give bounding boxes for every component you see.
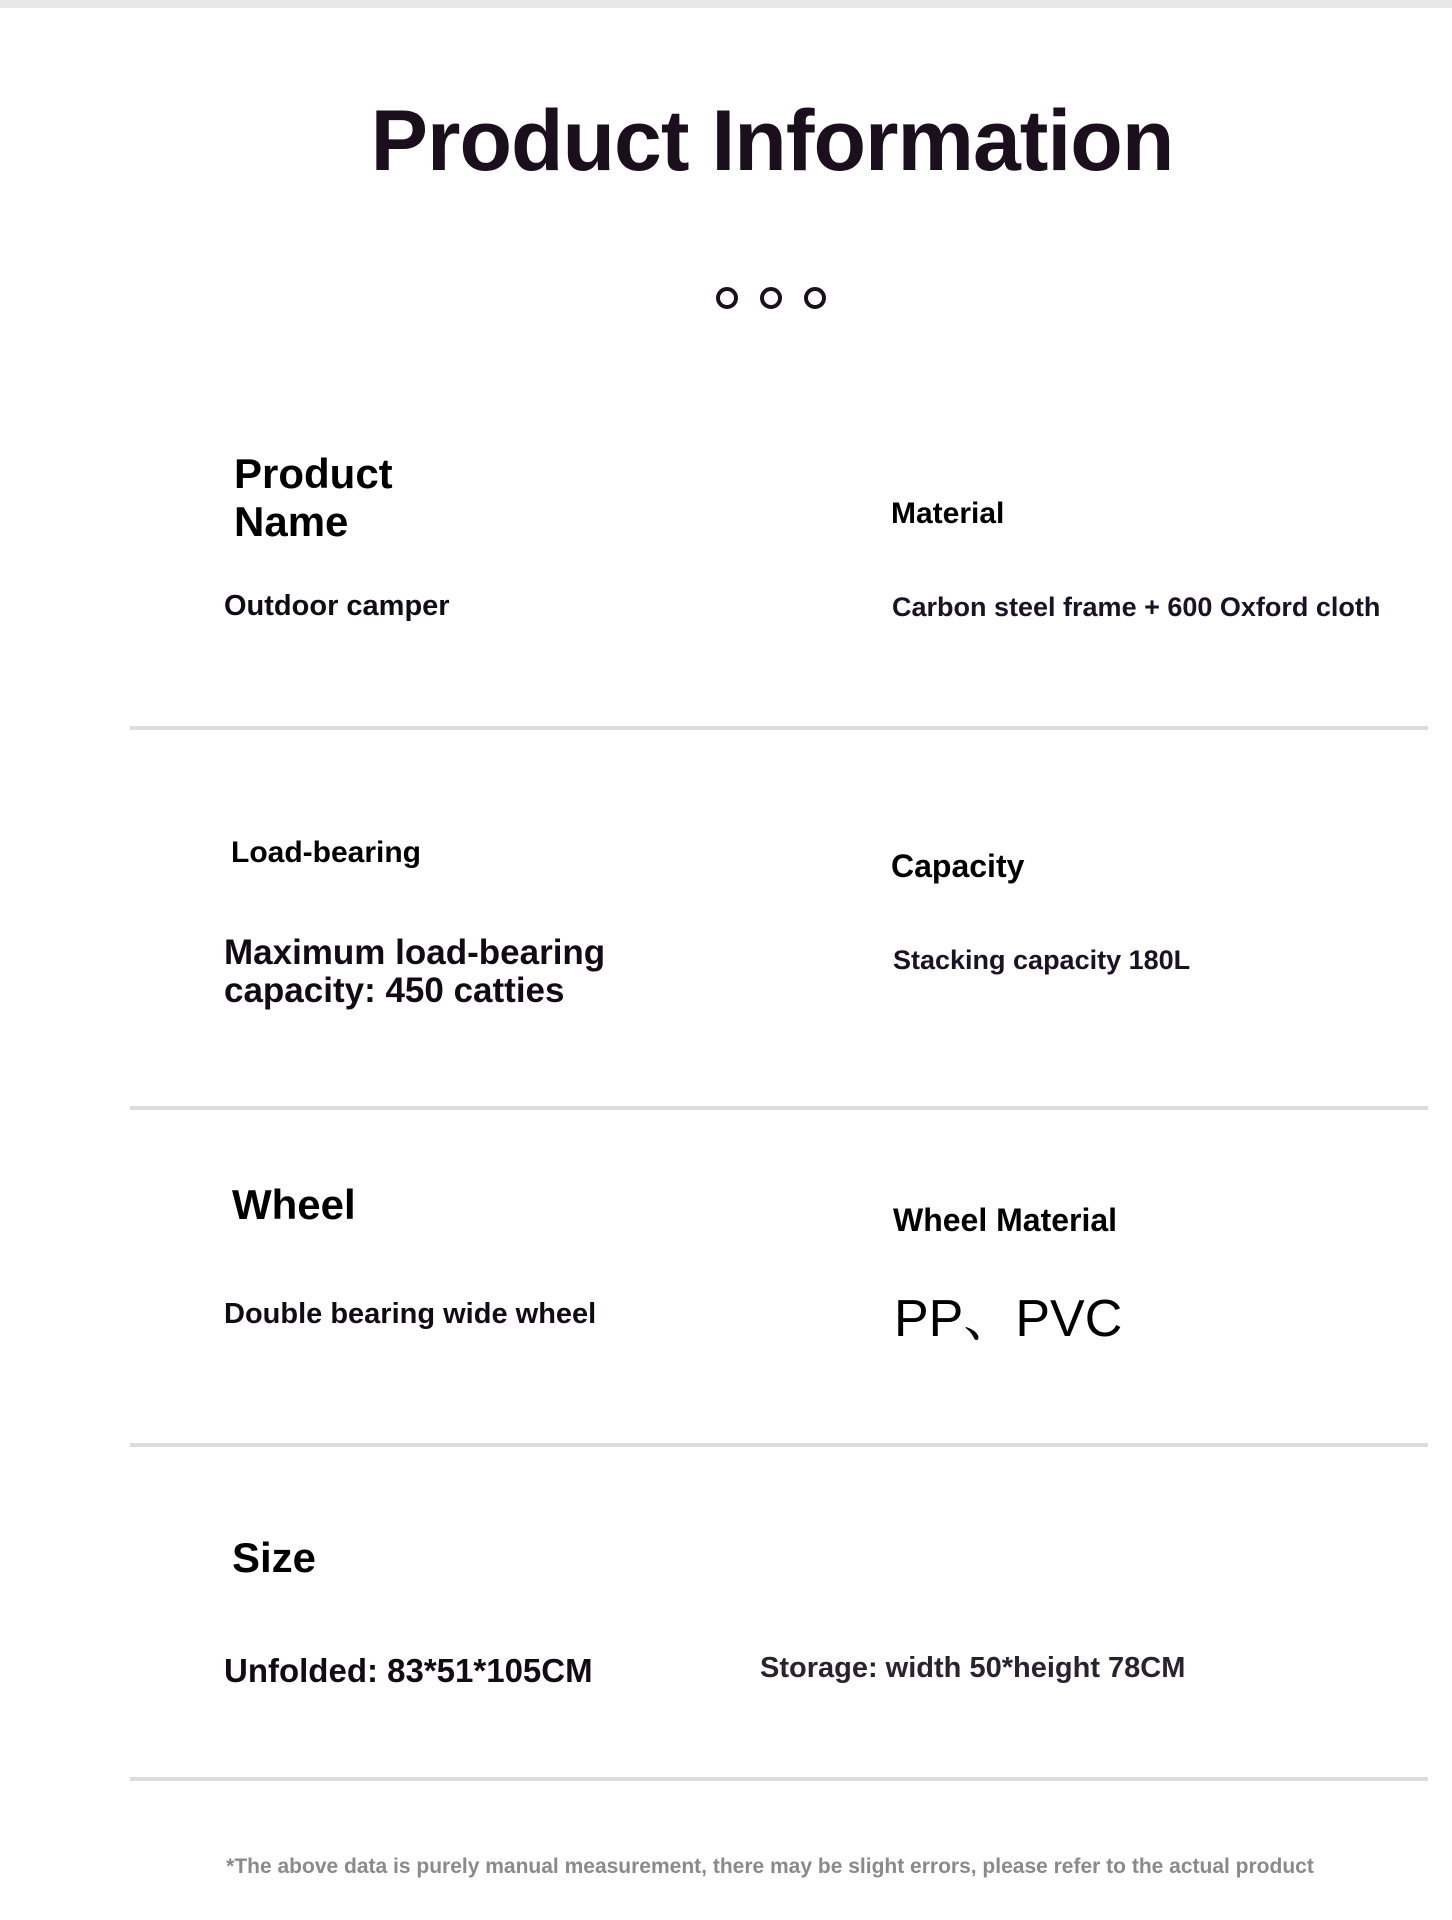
decorative-dots xyxy=(716,287,826,309)
footnote: *The above data is purely manual measurement, there may be slight errors, please refer to the actual product xyxy=(226,1855,1314,1878)
material-value: Carbon steel frame + 600 Oxford cloth xyxy=(892,592,1381,622)
load-bearing-label: Load-bearing xyxy=(231,836,422,869)
size-unfolded-value: Unfolded: 83*51*105CM xyxy=(224,1652,593,1689)
section-divider xyxy=(130,1106,1428,1110)
capacity-value: Stacking capacity 180L xyxy=(893,945,1191,975)
wheel-label: Wheel xyxy=(232,1181,356,1228)
size-storage-value: Storage: width 50*height 78CM xyxy=(760,1652,1186,1684)
wheel-value: Double bearing wide wheel xyxy=(224,1298,597,1330)
circle-icon xyxy=(760,287,782,309)
load-bearing-value-line2: capacity: 450 catties xyxy=(224,971,565,1010)
product-name-label: Product Name xyxy=(234,450,393,545)
wheel-material-value: PP、PVC xyxy=(894,1290,1123,1348)
section-divider xyxy=(130,1777,1428,1781)
material-label: Material xyxy=(891,497,1005,530)
wheel-material-label: Wheel Material xyxy=(893,1202,1118,1238)
page-title: Product Information xyxy=(370,93,1174,189)
circle-icon xyxy=(716,287,738,309)
load-bearing-value-line1: Maximum load-bearing xyxy=(224,933,606,972)
capacity-label: Capacity xyxy=(891,848,1025,884)
section-divider xyxy=(130,726,1428,730)
product-name-value: Outdoor camper xyxy=(224,590,450,622)
section-divider xyxy=(130,1443,1428,1447)
size-label: Size xyxy=(232,1534,317,1581)
circle-icon xyxy=(804,287,826,309)
top-border-strip xyxy=(0,0,1452,8)
